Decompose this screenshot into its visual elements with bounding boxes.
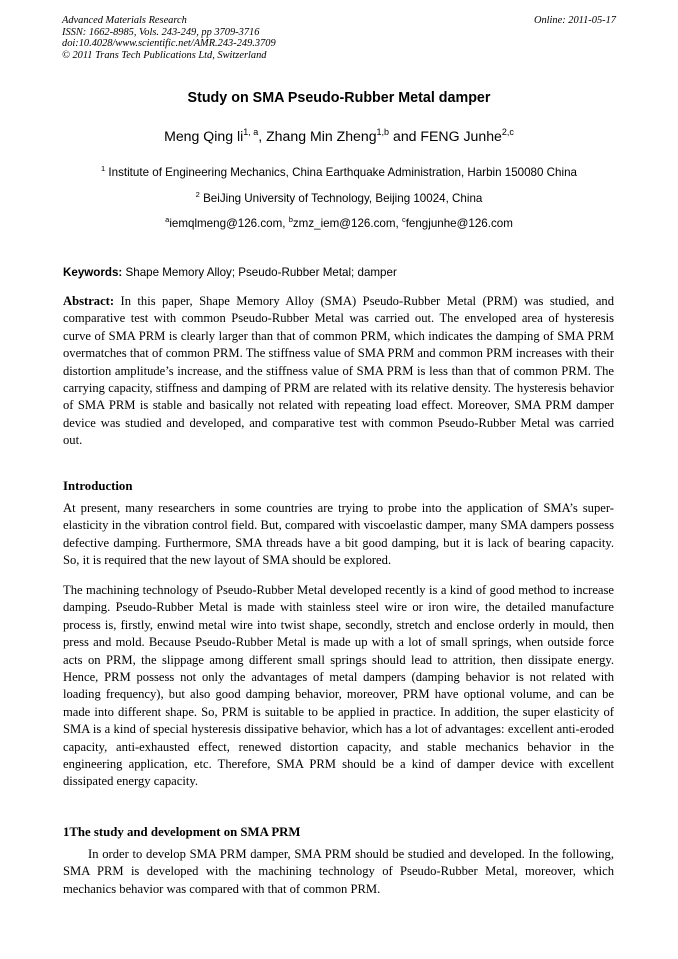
keywords-label: Keywords: xyxy=(63,266,123,279)
paragraph: In order to develop SMA PRM damper, SMA PRM should be studied and developed. In the following, SMA PRM is developed with the machining technology of Pseudo-Rubber Metal, moreover, which mechanics behavior was compared with that of common PRM. xyxy=(63,847,614,896)
issn-line: ISSN: 1662-8985, Vols. 243-249, pp 3709-3716 xyxy=(62,26,260,38)
copyright-line: © 2011 Trans Tech Publications Ltd, Switzerland xyxy=(62,49,267,61)
affiliation-2 xyxy=(0,192,678,205)
author-affiliation-mark: 1, a xyxy=(243,127,259,137)
email-list xyxy=(0,217,678,230)
author-affiliation-mark: 1,b xyxy=(376,127,390,137)
author-name: FENG Junhe xyxy=(420,128,502,144)
affiliation-mark: 1 xyxy=(101,164,106,173)
paragraph: The machining technology of Pseudo-Rubber Metal developed recently is a kind of good method to increase damping. Pseudo-Rubber Metal is made with stainless steel wire or iron wire, the detailed manufacture process is, firstly, enwind metal wire into twist shape, secondly, stretch and enclose orderly in mould, then press and mold. Because Pseudo-Rubber Metal is made up with a lot of small springs, when outside force acts on PRM, the slippage among different small springs should lead to attrition, then dissipate energy. Hence, PRM possess not only the advantages of metal dampers (damping behavior is not related with loading frequency), but also good damping behavior, moreover, PRM have optional volume, and can be made into different shape. So, PRM is suitable to be applied in practice. In addition, the super elasticity of SMA is a kind of special hysteresis dissipative behavior, which has a lot of advantages: excellent anti-eroded capacity, anti-exhausted effect, renewed distortion capacity, and stable mechanics behavior in the engineering application, etc. Therefore, SMA PRM should be a kind of damper device with excellent dissipated energy capacity. xyxy=(63,583,614,789)
journal-header xyxy=(62,15,276,61)
affiliation-mark: 2 xyxy=(195,190,200,199)
abstract xyxy=(63,293,614,450)
author-name: Meng Qing li xyxy=(164,128,244,144)
keywords-text: Shape Memory Alloy; Pseudo-Rubber Metal; damper xyxy=(125,266,397,279)
affiliation-text: BeiJing University of Technology, Beijing 10024, China xyxy=(203,192,483,205)
paragraph: At present, many researchers in some countries are trying to probe into the application of SMA’s super-elasticity in the vibration control field. But, compared with viscoelastic damper, many SMA dampers possess defective damping. Furthermore, SMA threads have a bit good damping, but it is lack of bearing capacity. So, it is required that the new layout of SMA should be explored. xyxy=(63,501,614,568)
email-mark: a xyxy=(165,215,170,224)
abstract-text: In this paper, Shape Memory Alloy (SMA) Pseudo-Rubber Metal (PRM) was studied, and comparative test with common Pseudo-Rubber Metal was carried out. The enveloped area of hysteresis curve of SMA PRM is clearly larger than that of common PRM, which indicates the damping of SMA PRM overmatches that of common PRM. The stiffness value of SMA PRM and common PRM increases with their distortion amplitude’s increase, and the stiffness value of SMA PRM is less than that of common PRM. The carrying capacity, stiffness and damping of PRM are related with its relative density. The hysteresis behavior of SMA PRM is stable and basically not related with repeating load effect. Moreover, SMA PRM damper device was studied and developed, and comparative test with common Pseudo-Rubber Metal was carried out. xyxy=(63,294,615,448)
email-address: fengjunhe@126.com xyxy=(405,217,513,230)
affiliation-text: Institute of Engineering Mechanics, China Earthquake Administration, Harbin 150080 China xyxy=(108,166,577,179)
doi-line: doi:10.4028/www.scientific.net/AMR.243-249.3709 xyxy=(62,38,276,50)
online-date: Online: 2011-05-17 xyxy=(533,15,616,26)
author-list xyxy=(0,128,678,144)
email-address: zmz_iem@126.com, xyxy=(292,217,402,230)
email-mark: b xyxy=(288,215,293,224)
author-name: Zhang Min Zheng xyxy=(266,128,377,144)
author-separator: , xyxy=(258,128,267,144)
author-separator: and xyxy=(389,128,421,144)
email-mark: c xyxy=(401,215,406,224)
affiliation-1 xyxy=(0,166,678,179)
section-heading-1: 1The study and development on SMA PRM xyxy=(63,825,301,839)
section-heading-introduction: Introduction xyxy=(63,479,133,493)
paper-title: Study on SMA Pseudo-Rubber Metal damper xyxy=(187,90,491,106)
journal-name: Advanced Materials Research xyxy=(62,15,187,26)
keywords xyxy=(63,266,397,279)
email-address: iemqlmeng@126.com, xyxy=(169,217,289,230)
abstract-label: Abstract: xyxy=(63,294,115,308)
author-affiliation-mark: 2,c xyxy=(501,127,514,137)
